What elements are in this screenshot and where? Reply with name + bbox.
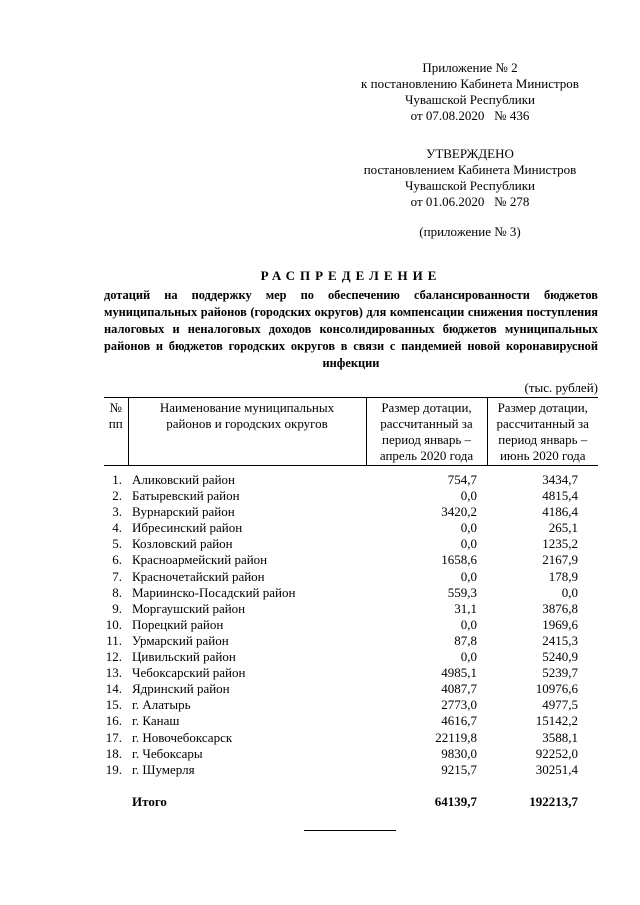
approval-republic: Чувашской Республики — [404, 178, 536, 193]
row-jan-jun: 265,1 — [548, 520, 578, 536]
row-jan-jun: 30251,4 — [535, 761, 578, 777]
table-row — [104, 649, 598, 665]
row-number: 10. — [105, 616, 122, 632]
header-name: Наименование муниципальных районов и городских округов — [128, 398, 366, 466]
row-jan-apr: 754,7 — [447, 472, 477, 487]
row-jan-apr: 22119,8 — [435, 729, 477, 745]
total-row — [104, 778, 598, 810]
row-jan-jun: 10976,6 — [535, 681, 578, 697]
row-jan-jun: 5240,9 — [542, 649, 578, 665]
approval-block — [340, 146, 600, 210]
row-name: г. Новочебоксарск — [132, 729, 233, 745]
row-jan-jun: 15142,2 — [535, 713, 578, 729]
row-jan-apr: 0,0 — [460, 649, 477, 665]
row-jan-apr: 3420,2 — [441, 504, 477, 520]
table-row — [104, 504, 598, 520]
units-label: (тыс. рублей) — [524, 380, 598, 395]
row-number: 8. — [112, 584, 122, 600]
row-name: Козловский район — [132, 536, 233, 552]
total-jan-jun: 192213,7 — [529, 793, 578, 809]
row-jan-jun: 178,9 — [548, 568, 578, 584]
row-name: Батыревский район — [132, 488, 240, 504]
table-row — [104, 536, 598, 552]
table-row — [104, 681, 598, 697]
distribution-table — [104, 397, 598, 810]
appendix-resolution: к постановлению Кабинета Министров — [361, 76, 579, 91]
row-number: 18. — [105, 745, 122, 761]
table-row — [104, 633, 598, 649]
table-row — [104, 762, 598, 778]
appendix-title: Приложение № 2 — [422, 60, 518, 75]
table-row — [104, 617, 598, 633]
row-number: 7. — [112, 568, 122, 584]
row-jan-apr: 0,0 — [460, 488, 477, 504]
table-row — [104, 713, 598, 729]
row-number: 4. — [112, 520, 122, 536]
row-jan-apr: 4087,7 — [441, 681, 477, 697]
row-name: г. Чебоксары — [132, 745, 203, 761]
table-row — [104, 585, 598, 601]
row-jan-jun: 3434,7 — [542, 472, 578, 487]
row-name: Чебоксарский район — [132, 665, 246, 681]
table-row — [104, 730, 598, 746]
row-name: Красночетайский район — [132, 568, 265, 584]
row-jan-apr: 2773,0 — [441, 697, 477, 713]
row-jan-apr: 9830,0 — [441, 745, 477, 761]
appendix-reference: (приложение № 3) — [419, 224, 521, 239]
appendix-date: от 07.08.2020 № 436 — [410, 108, 530, 123]
row-jan-apr: 31,1 — [454, 600, 477, 616]
appendix-block — [340, 60, 600, 124]
appendix-republic: Чувашской Республики — [404, 92, 536, 107]
approval-title: УТВЕРЖДЕНО — [426, 146, 514, 161]
document-heading: РАСПРЕДЕЛЕНИЕ — [260, 268, 442, 283]
row-jan-apr: 1658,6 — [441, 552, 477, 568]
row-name: г. Шумерля — [132, 761, 195, 777]
total-jan-apr: 64139,7 — [434, 793, 477, 809]
table-row — [104, 552, 598, 568]
table-row — [104, 697, 598, 713]
row-jan-apr: 4616,7 — [441, 713, 477, 729]
row-name: Ядринский район — [132, 681, 230, 697]
row-name: Аликовский район — [132, 472, 235, 487]
row-number: 13. — [105, 665, 122, 681]
header-num: № пп — [104, 398, 128, 466]
table-row — [104, 601, 598, 617]
row-jan-apr: 4985,1 — [441, 665, 477, 681]
table-row — [104, 520, 598, 536]
row-number: 2. — [112, 488, 122, 504]
row-jan-jun: 5239,7 — [542, 665, 578, 681]
table-header-row — [104, 398, 598, 466]
row-jan-apr: 9215,7 — [441, 761, 477, 777]
row-jan-jun: 1969,6 — [542, 616, 578, 632]
row-number: 9. — [112, 600, 122, 616]
total-empty — [104, 778, 128, 810]
table-row — [104, 488, 598, 504]
row-number: 6. — [112, 552, 122, 568]
row-number: 16. — [105, 713, 122, 729]
row-jan-jun: 2167,9 — [542, 552, 578, 568]
footer-divider — [304, 830, 396, 831]
table-row — [104, 665, 598, 681]
row-name: Вурнарский район — [132, 504, 235, 520]
row-jan-apr: 559,3 — [447, 584, 477, 600]
document-subtitle: дотаций на поддержку мер по обеспечению сбалансированности бюджетов муниципальных районов (городских округов) для компенсации снижения поступления налоговых и неналоговых доходов консолидированных бюджетов муниципальных районов и бюджетов городских округов в связи с пандемией новой коронавирусной инфекции — [104, 288, 598, 370]
table-row — [104, 746, 598, 762]
row-jan-jun: 3876,8 — [542, 600, 578, 616]
row-name: Мариинско-Посадский район — [132, 584, 296, 600]
row-jan-jun: 4977,5 — [542, 697, 578, 713]
row-jan-apr: 0,0 — [460, 568, 477, 584]
row-jan-jun: 2415,3 — [542, 632, 578, 648]
row-number: 5. — [112, 536, 122, 552]
row-jan-apr: 87,8 — [454, 632, 477, 648]
table-row — [104, 569, 598, 585]
row-name: г. Канаш — [132, 713, 180, 729]
row-number: 11. — [106, 632, 122, 648]
approval-date: от 01.06.2020 № 278 — [410, 194, 530, 209]
row-name: Моргаушский район — [132, 600, 246, 616]
total-label: Итого — [132, 793, 167, 809]
row-number: 17. — [105, 729, 122, 745]
row-name: г. Алатырь — [132, 697, 191, 713]
row-name: Урмарский район — [132, 632, 229, 648]
row-jan-jun: 4815,4 — [542, 488, 578, 504]
row-jan-jun: 4186,4 — [542, 504, 578, 520]
approval-resolution: постановлением Кабинета Министров — [363, 162, 577, 177]
row-name: Порецкий район — [132, 616, 224, 632]
row-number: 15. — [105, 697, 122, 713]
header-jan-jun: Размер дотации, рассчитанный за период январь – июнь 2020 года — [487, 398, 598, 466]
row-jan-jun: 3588,1 — [542, 729, 578, 745]
row-number: 19. — [105, 761, 122, 777]
header-jan-apr: Размер дотации, рассчитанный за период январь – апрель 2020 года — [366, 398, 487, 466]
row-name: Красноармейский район — [132, 552, 268, 568]
row-jan-jun: 1235,2 — [542, 536, 578, 552]
row-number: 1. — [112, 472, 122, 487]
row-name: Ибресинский район — [132, 520, 243, 536]
row-jan-apr: 0,0 — [460, 520, 477, 536]
row-name: Цивильский район — [132, 649, 236, 665]
row-number: 12. — [105, 649, 122, 665]
table-body — [104, 466, 598, 810]
row-jan-apr: 0,0 — [460, 536, 477, 552]
row-number: 3. — [112, 504, 122, 520]
row-jan-jun: 92252,0 — [535, 745, 578, 761]
row-number: 14. — [105, 681, 122, 697]
row-jan-apr: 0,0 — [460, 616, 477, 632]
table-row — [104, 466, 598, 489]
row-jan-jun: 0,0 — [561, 584, 578, 600]
